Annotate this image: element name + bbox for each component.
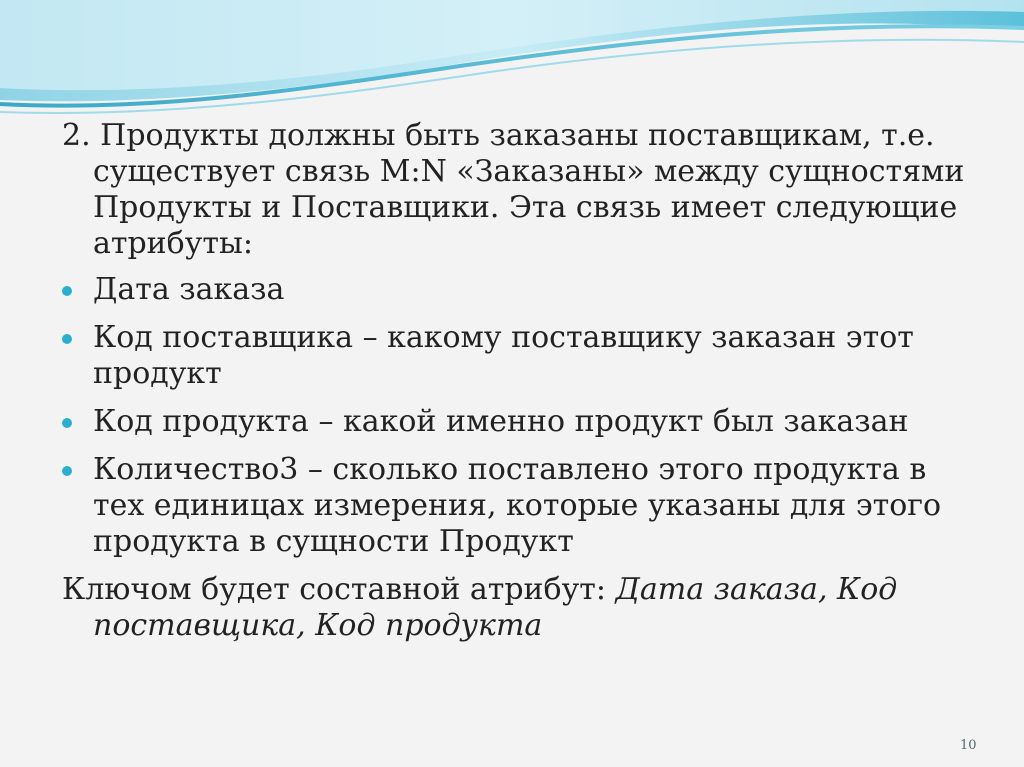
bullet-dot-icon — [62, 418, 72, 428]
key-paragraph — [62, 572, 982, 644]
bullet-item — [62, 272, 982, 308]
bullet-dot-icon — [62, 466, 72, 476]
slide-body — [62, 118, 982, 644]
bullet-text: Код продукта – какой именно продукт был заказан — [93, 404, 909, 439]
bullet-text: Количество3 – сколько поставлено этого продукта в тех единицах измерения, которые указаны для этого продукта в сущности Продукт — [93, 452, 942, 559]
bullet-item — [62, 452, 982, 560]
bullet-item — [62, 320, 982, 392]
bullet-item — [62, 404, 982, 440]
header-wave-decoration — [0, 0, 1024, 125]
bullet-dot-icon — [62, 286, 72, 296]
key-prefix: Ключом будет составной атрибут: — [62, 572, 616, 607]
bullet-text: Код поставщика – какому поставщику заказан этот продукт — [93, 320, 914, 391]
intro-paragraph: 2. Продукты должны быть заказаны поставщикам, т.е. существует связь M:N «Заказаны» между сущностями Продукты и Поставщики. Эта связь имеет следующие атрибуты: — [62, 118, 965, 261]
key-attributes: Дата заказа, Код поставщика, Код продукта — [93, 572, 898, 643]
page-number: 10 — [960, 738, 977, 753]
bullet-text: Дата заказа — [93, 272, 285, 307]
bullet-dot-icon — [62, 334, 72, 344]
